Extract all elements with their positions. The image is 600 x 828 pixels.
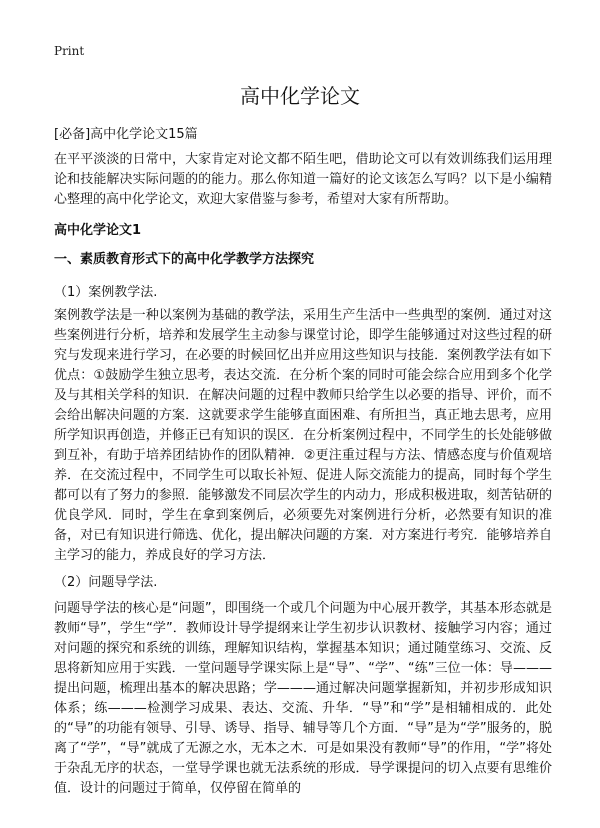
page-title: 高中化学论文 <box>240 84 360 108</box>
section-title: 高中化学论文1 <box>54 223 142 238</box>
item2-body: 问题导学法的核心是“问题”，即围绕一个或几个问题为中心展开教学，其基本形态就是教师“导”，学生“学”．教师设计导学提纲来让学生初步认识教材、接触学习内容；通过对问题的探究和系统的训练，理解知识结构，掌握基本知识；通过随堂练习、交流、反思将新知应用于实践．一堂问题导学课实际上是“导”、“学”、“练”三位一体：导———提出问题，梳理出基本的解决思路；学———通过解决问题掌握新知，并初步形成知识体系；练———检测学习成果、表达、交流、升华．“导”和“学”是相辅相成的．此处的“导”的功能有领导、引导、诱导、指导、辅导等几个方面．“导”是为“学”服务的，脱离了“学”，“导”就成了无源之水，无本之木．可是如果没有教师“导”的作用，“学”将处于杂乱无序的状态，一堂导学课也就无法系统的形成．导学课提问的切入点要有思维价值．设计的问题过于简单，仅停留在简单的 <box>54 601 552 796</box>
item1-label: （1）案例教学法. <box>54 285 158 300</box>
intro-paragraph: 在平平淡淡的日常中，大家肯定对论文都不陌生吧，借助论文可以有效训练我们运用理论和技能解决实际问题的的能力。那么你知道一篇好的论文该怎么写吗？以下是小编精心整理的高中化学论文，欢迎大家借鉴与参考，希望对大家有所帮助。 <box>54 152 552 207</box>
item1-body: 案例教学法是一种以案例为基础的教学法，采用生产生活中一些典型的案例．通过对这些案例进行分析，培养和发展学生主动参与课堂讨论，即学生能够通过对这些过程的研究与发现来进行学习，在必要的时候回忆出并应用这些知识与技能．案例教学法有如下优点：①鼓励学生独立思考，表达交流．在分析个案的同时可能会综合应用到多个化学及与其相关学科的知识．在解决问题的过程中教师只给学生以必要的指导、评价，而不会给出解决问题的方案．这就要求学生能够直面困难、有所担当，真正地去思考，应用所学知识再创造，并修正已有知识的误区．在分析案例过程中，不同学生的长处能够做到互补，有助于培养团结协作的团队精神．②更注重过程与方法、情感态度与价值观培养．在交流过程中，不同学生可以取长补短、促进人际交流能力的提高，同时每个学生都可以有了努力的参照．能够激发不同层次学生的内动力，形成积极进取，刻苦钻研的优良学风．同时，学生在拿到案例后，必须要先对案例进行分析，必然要有知识的准备，对已有知识进行筛选、优化，提出解决问题的方案．对方案进行考究．能够培养自主学习的能力，养成良好的学习方法． <box>54 308 552 563</box>
article-subtitle: [必备]高中化学论文15篇 <box>54 127 198 142</box>
print-link[interactable]: Print <box>54 44 85 58</box>
section-heading: 一、素质教育形式下的高中化学教学方法探究 <box>54 252 315 267</box>
item2-label: （2）问题导学法. <box>54 575 158 590</box>
